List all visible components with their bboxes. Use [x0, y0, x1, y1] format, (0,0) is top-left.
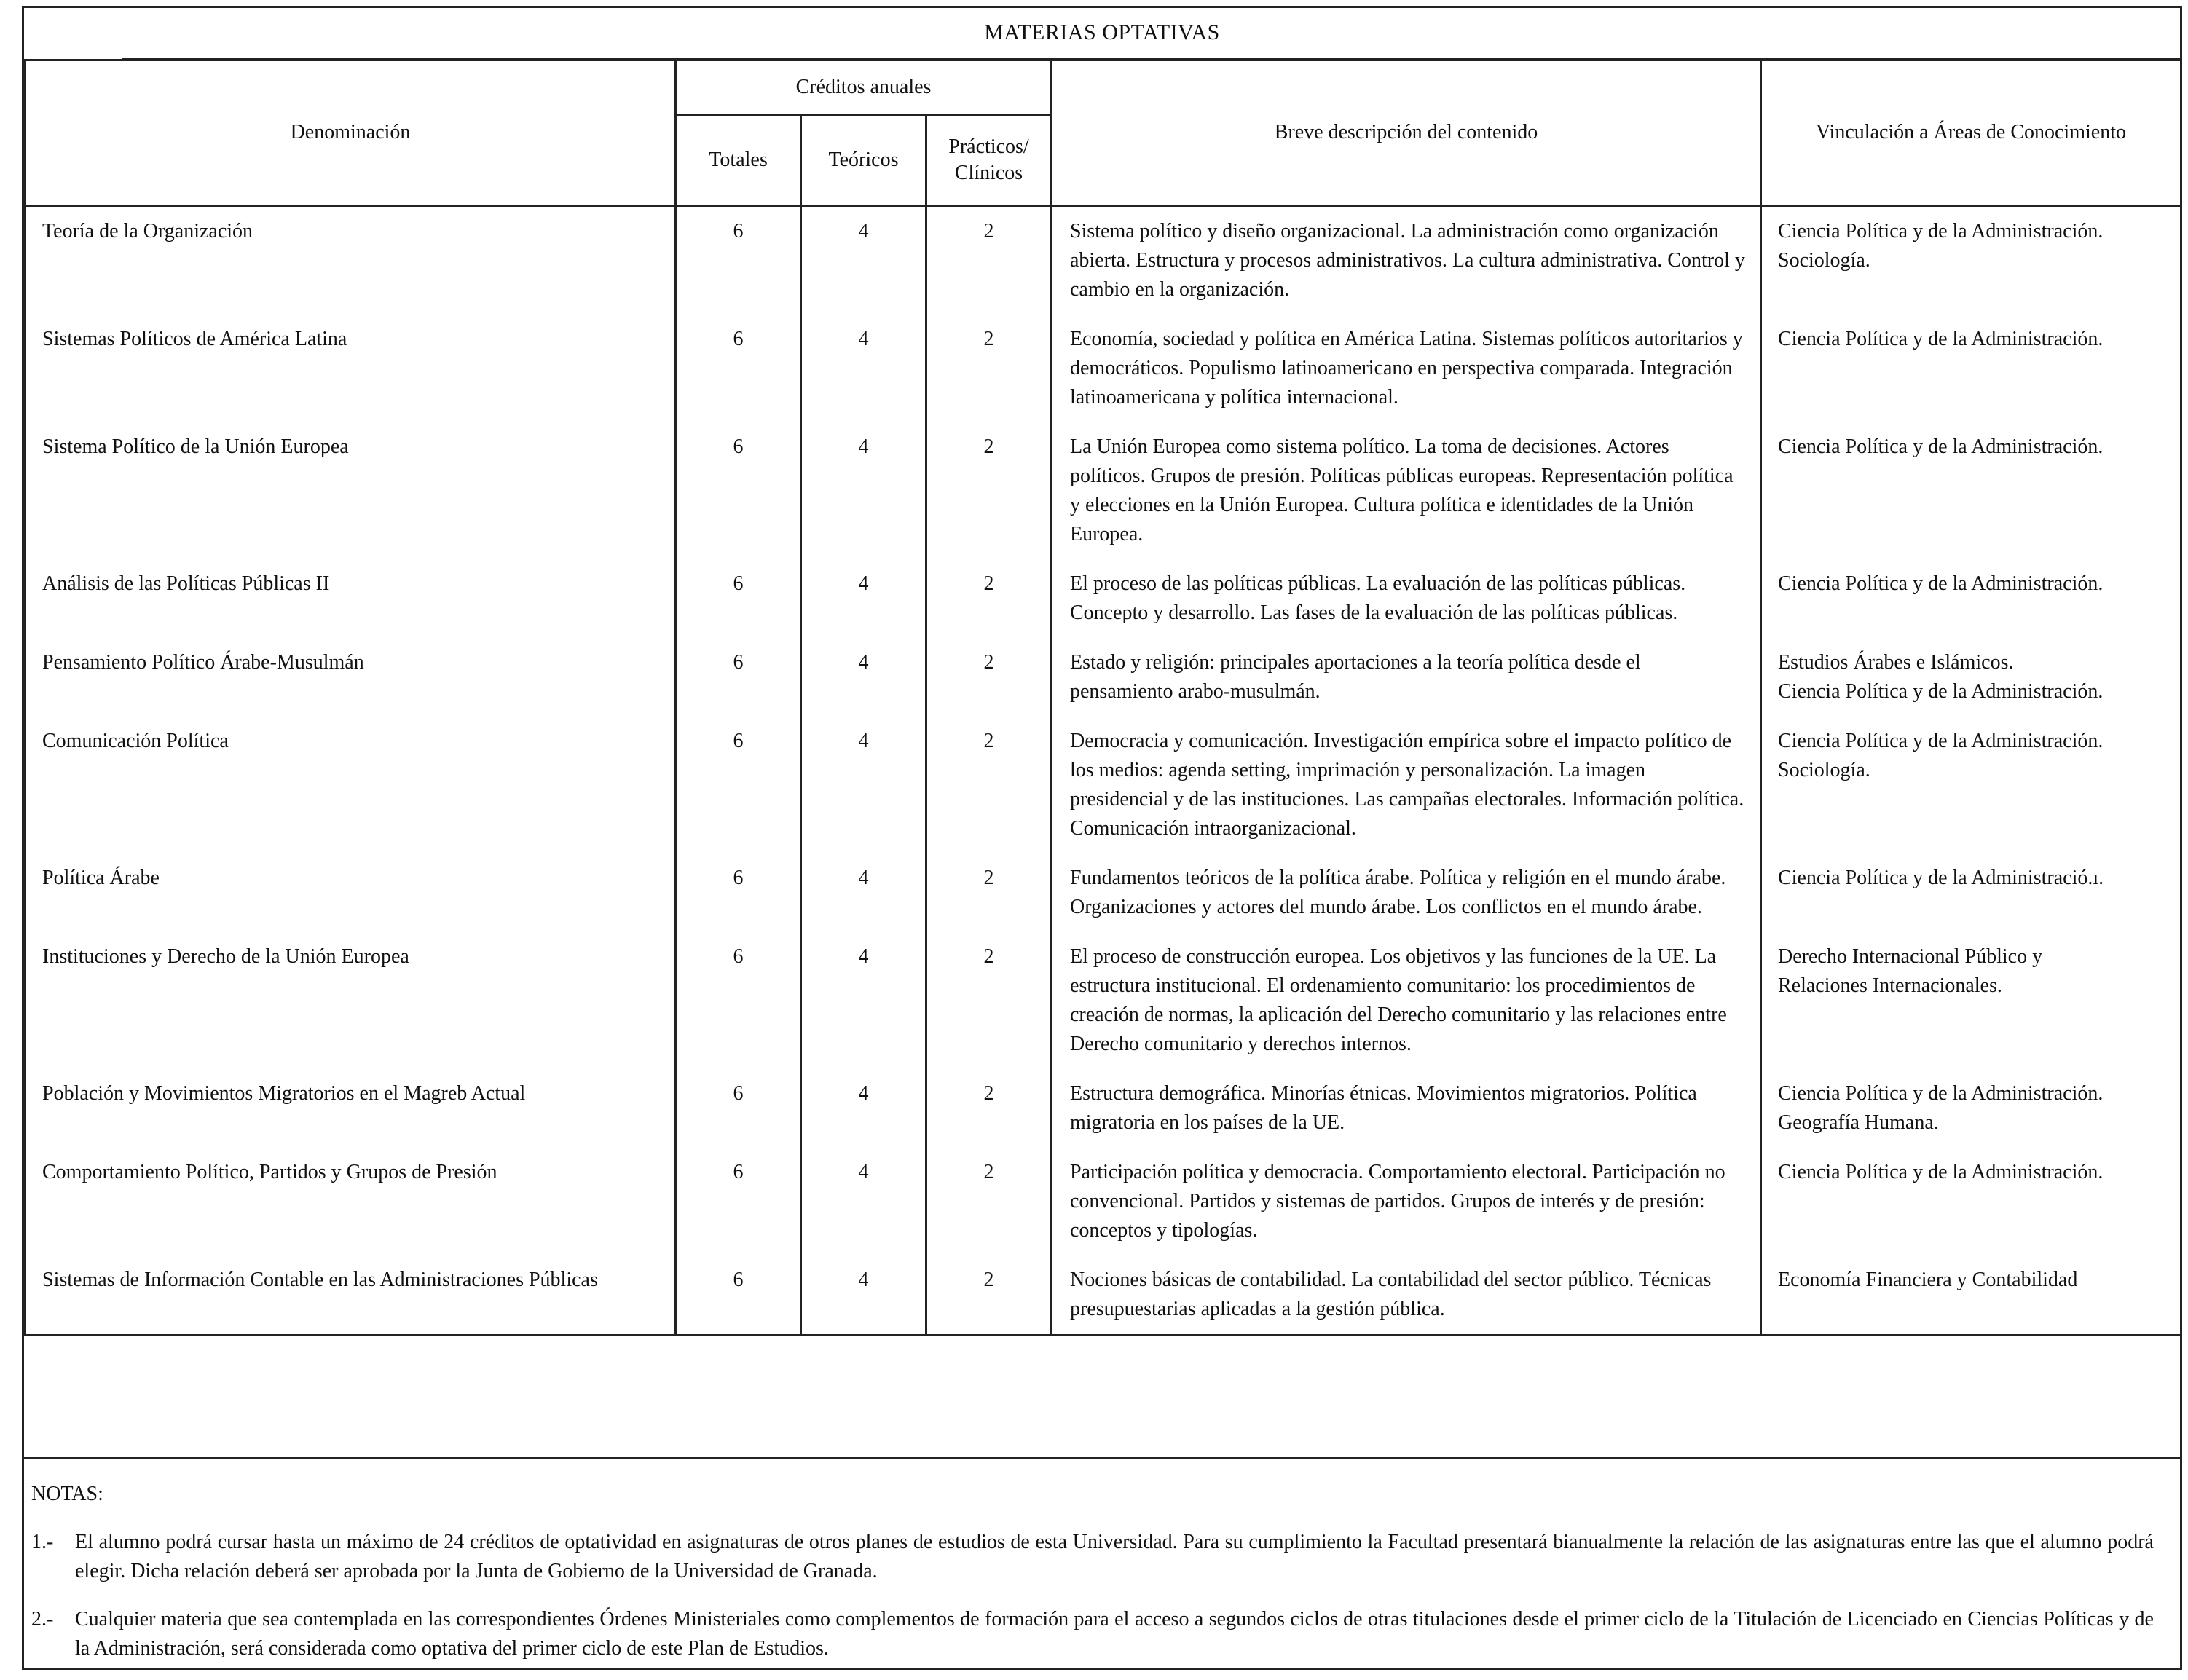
subject-name: Sistema Político de la Unión Europea [25, 422, 676, 559]
note-number: 2.- [31, 1608, 54, 1630]
subject-description: Economía, sociedad y política en América Latina. Sistemas políticos autoritarios y democráticos. Populismo latinoamericano en perspectiva comparada. Integración latinoamericana y política internacional. [1052, 315, 1761, 422]
credits-theory: 4 [801, 717, 926, 853]
knowledge-areas [1761, 315, 2181, 422]
credits-theory: 4 [801, 1148, 926, 1255]
subject-description: Participación política y democracia. Comportamiento electoral. Participación no convencional. Partidos y sistemas de partidos. Grupos de interés y de presión: conceptos y tipologías. [1052, 1148, 1761, 1255]
knowledge-areas [1761, 717, 2181, 853]
column-header-areas: Vinculación a Áreas de Conocimiento [1761, 60, 2181, 206]
subject-name: Comportamiento Político, Partidos y Grupos de Presión [25, 1148, 676, 1255]
subject-description: El proceso de las políticas públicas. La evaluación de las políticas públicas. Concepto y desarrollo. Las fases de la evaluación de las políticas públicas. [1052, 559, 1761, 638]
column-header-credits: Créditos anuales [676, 60, 1052, 115]
knowledge-areas [1761, 1148, 2181, 1255]
credits-total: 6 [676, 717, 801, 853]
column-header-practice-line2: Clínicos [954, 162, 1023, 184]
credits-total: 6 [676, 932, 801, 1069]
credits-practice: 2 [926, 638, 1052, 717]
subject-name: Sistemas de Información Contable en las Administraciones Públicas [25, 1255, 676, 1336]
knowledge-area: Relaciones Internacionales. [1778, 974, 2002, 997]
knowledge-areas [1761, 853, 2181, 932]
column-header-theory: Teóricos [801, 115, 926, 206]
credits-practice: 2 [926, 932, 1052, 1069]
column-header-total: Totales [676, 115, 801, 206]
subject-description: Estructura demográfica. Minorías étnicas. Movimientos migratorios. Política migratoria en los países de la UE. [1052, 1069, 1761, 1148]
note-text: Cualquier materia que sea contemplada en las correspondientes Órdenes Ministeriales como complementos de formación para el acceso a segundos ciclos de otras titulaciones desde el primer ciclo de la Titulación de Licenciado en Ciencias Políticas y de la Administración, será considerada como optativa del primer ciclo de este Plan de Estudios. [75, 1608, 2154, 1660]
subject-name: Política Árabe [25, 853, 676, 932]
knowledge-area: Ciencia Política y de la Administración. [1778, 1082, 2104, 1105]
credits-theory: 4 [801, 1069, 926, 1148]
credits-theory: 4 [801, 1255, 926, 1336]
knowledge-area: Sociología. [1778, 249, 1870, 272]
column-header-practice [926, 115, 1052, 206]
column-header-name: Denominación [25, 60, 676, 206]
table-row [25, 559, 2181, 638]
notes-section [24, 1457, 2180, 1668]
knowledge-areas [1761, 1255, 2181, 1336]
knowledge-area: Economía Financiera y Contabilidad [1778, 1269, 2078, 1291]
credits-theory: 4 [801, 422, 926, 559]
credits-total: 6 [676, 559, 801, 638]
table-row [25, 853, 2181, 932]
credits-practice: 2 [926, 559, 1052, 638]
credits-total: 6 [676, 853, 801, 932]
table-row [25, 422, 2181, 559]
credits-practice: 2 [926, 422, 1052, 559]
credits-theory: 4 [801, 853, 926, 932]
credits-theory: 4 [801, 206, 926, 315]
table-row [25, 315, 2181, 422]
credits-total: 6 [676, 1069, 801, 1148]
optional-subjects-table [24, 59, 2182, 1336]
credits-theory: 4 [801, 315, 926, 422]
subject-description: Fundamentos teóricos de la política árabe. Política y religión en el mundo árabe. Organizaciones y actores del mundo árabe. Los conflictos en el mundo árabe. [1052, 853, 1761, 932]
column-header-description: Breve descripción del contenido [1052, 60, 1761, 206]
subject-name: Teoría de la Organización [25, 206, 676, 315]
table-row [25, 1069, 2181, 1148]
subject-description: Sistema político y diseño organizacional. La administración como organización abierta. Estructura y procesos administrativos. La cultura administrativa. Control y cambio en la organización. [1052, 206, 1761, 315]
notes-title: NOTAS: [31, 1483, 103, 1505]
note-item [31, 1605, 2154, 1663]
table-row [25, 1148, 2181, 1255]
credits-practice: 2 [926, 1148, 1052, 1255]
subject-name: Comunicación Política [25, 717, 676, 853]
credits-theory: 4 [801, 559, 926, 638]
subject-description: La Unión Europea como sistema político. La toma de decisiones. Actores políticos. Grupos de presión. Políticas públicas europeas. Representación política y elecciones en la Unión Europea. Cultura política e identidades de la Unión Europea. [1052, 422, 1761, 559]
table-row [25, 717, 2181, 853]
credits-practice: 2 [926, 717, 1052, 853]
credits-total: 6 [676, 315, 801, 422]
credits-total: 6 [676, 206, 801, 315]
credits-practice: 2 [926, 315, 1052, 422]
subject-description: Estado y religión: principales aportaciones a la teoría política desde el pensamiento arabo-musulmán. [1052, 638, 1761, 717]
credits-total: 6 [676, 1255, 801, 1336]
document-sheet [22, 6, 2182, 1670]
subject-name: Análisis de las Políticas Públicas II [25, 559, 676, 638]
note-item [31, 1528, 2154, 1586]
knowledge-areas [1761, 638, 2181, 717]
knowledge-areas [1761, 422, 2181, 559]
table-row [25, 638, 2181, 717]
subject-description: Democracia y comunicación. Investigación empírica sobre el impacto político de los medios: agenda setting, imprimación y personalización. La imagen presidencial y de las instituciones. Las campañas electorales. Información política. Comunicación intraorganizacional. [1052, 717, 1761, 853]
knowledge-area: Ciencia Política y de la Administración. [1778, 435, 2104, 458]
subject-name: Población y Movimientos Migratorios en el Magreb Actual [25, 1069, 676, 1148]
knowledge-areas [1761, 932, 2181, 1069]
credits-theory: 4 [801, 638, 926, 717]
credits-practice: 2 [926, 206, 1052, 315]
subject-description: El proceso de construcción europea. Los objetivos y las funciones de la UE. La estructura institucional. El ordenamiento comunitario: los procedimientos de creación de normas, la aplicación del Derecho comunitario y las relaciones entre Derecho comunitario y derechos internos. [1052, 932, 1761, 1069]
knowledge-area: Ciencia Política y de la Administración. [1778, 572, 2104, 595]
subject-name: Instituciones y Derecho de la Unión Europea [25, 932, 676, 1069]
knowledge-area: Estudios Árabes e Islámicos. [1778, 651, 2014, 674]
knowledge-area: Ciencia Política y de la Administración. [1778, 328, 2104, 350]
knowledge-area: Ciencia Política y de la Administración. [1778, 1161, 2104, 1183]
knowledge-area: Ciencia Política y de la Administración. [1778, 220, 2104, 242]
subject-name: Sistemas Políticos de América Latina [25, 315, 676, 422]
knowledge-area: Ciencia Política y de la Administración. [1778, 730, 2104, 752]
credits-theory: 4 [801, 932, 926, 1069]
page-title: MATERIAS OPTATIVAS [984, 20, 1220, 44]
knowledge-area: Derecho Internacional Público y [1778, 945, 2043, 968]
table-row [25, 1255, 2181, 1336]
table-row [25, 206, 2181, 315]
credits-practice: 2 [926, 1069, 1052, 1148]
note-text: El alumno podrá cursar hasta un máximo de 24 créditos de optatividad en asignaturas de otros planes de estudios de esta Universidad. Para su cumplimiento la Facultad presentará bianualmente la relación de las asignaturas entre las que el alumno podrá elegir. Dicha relación deberá ser aprobada por la Junta de Gobierno de la Universidad de Granada. [75, 1531, 2154, 1582]
subject-description: Nociones básicas de contabilidad. La contabilidad del sector público. Técnicas presupuestarias aplicadas a la gestión pública. [1052, 1255, 1761, 1336]
table-row [25, 932, 2181, 1069]
knowledge-area: Geografía Humana. [1778, 1111, 1939, 1134]
knowledge-area: Ciencia Política y de la Administració.ı. [1778, 867, 2104, 889]
credits-total: 6 [676, 638, 801, 717]
knowledge-areas [1761, 206, 2181, 315]
knowledge-area: Sociología. [1778, 759, 1870, 781]
credits-practice: 2 [926, 1255, 1052, 1336]
note-number: 1.- [31, 1531, 54, 1553]
column-header-practice-line1: Prácticos/ [948, 135, 1029, 158]
credits-practice: 2 [926, 853, 1052, 932]
credits-total: 6 [676, 422, 801, 559]
credits-total: 6 [676, 1148, 801, 1255]
subject-rows [25, 206, 2181, 1336]
knowledge-areas [1761, 1069, 2181, 1148]
subject-name: Pensamiento Político Árabe-Musulmán [25, 638, 676, 717]
knowledge-area: Ciencia Política y de la Administración. [1778, 680, 2104, 703]
knowledge-areas [1761, 559, 2181, 638]
